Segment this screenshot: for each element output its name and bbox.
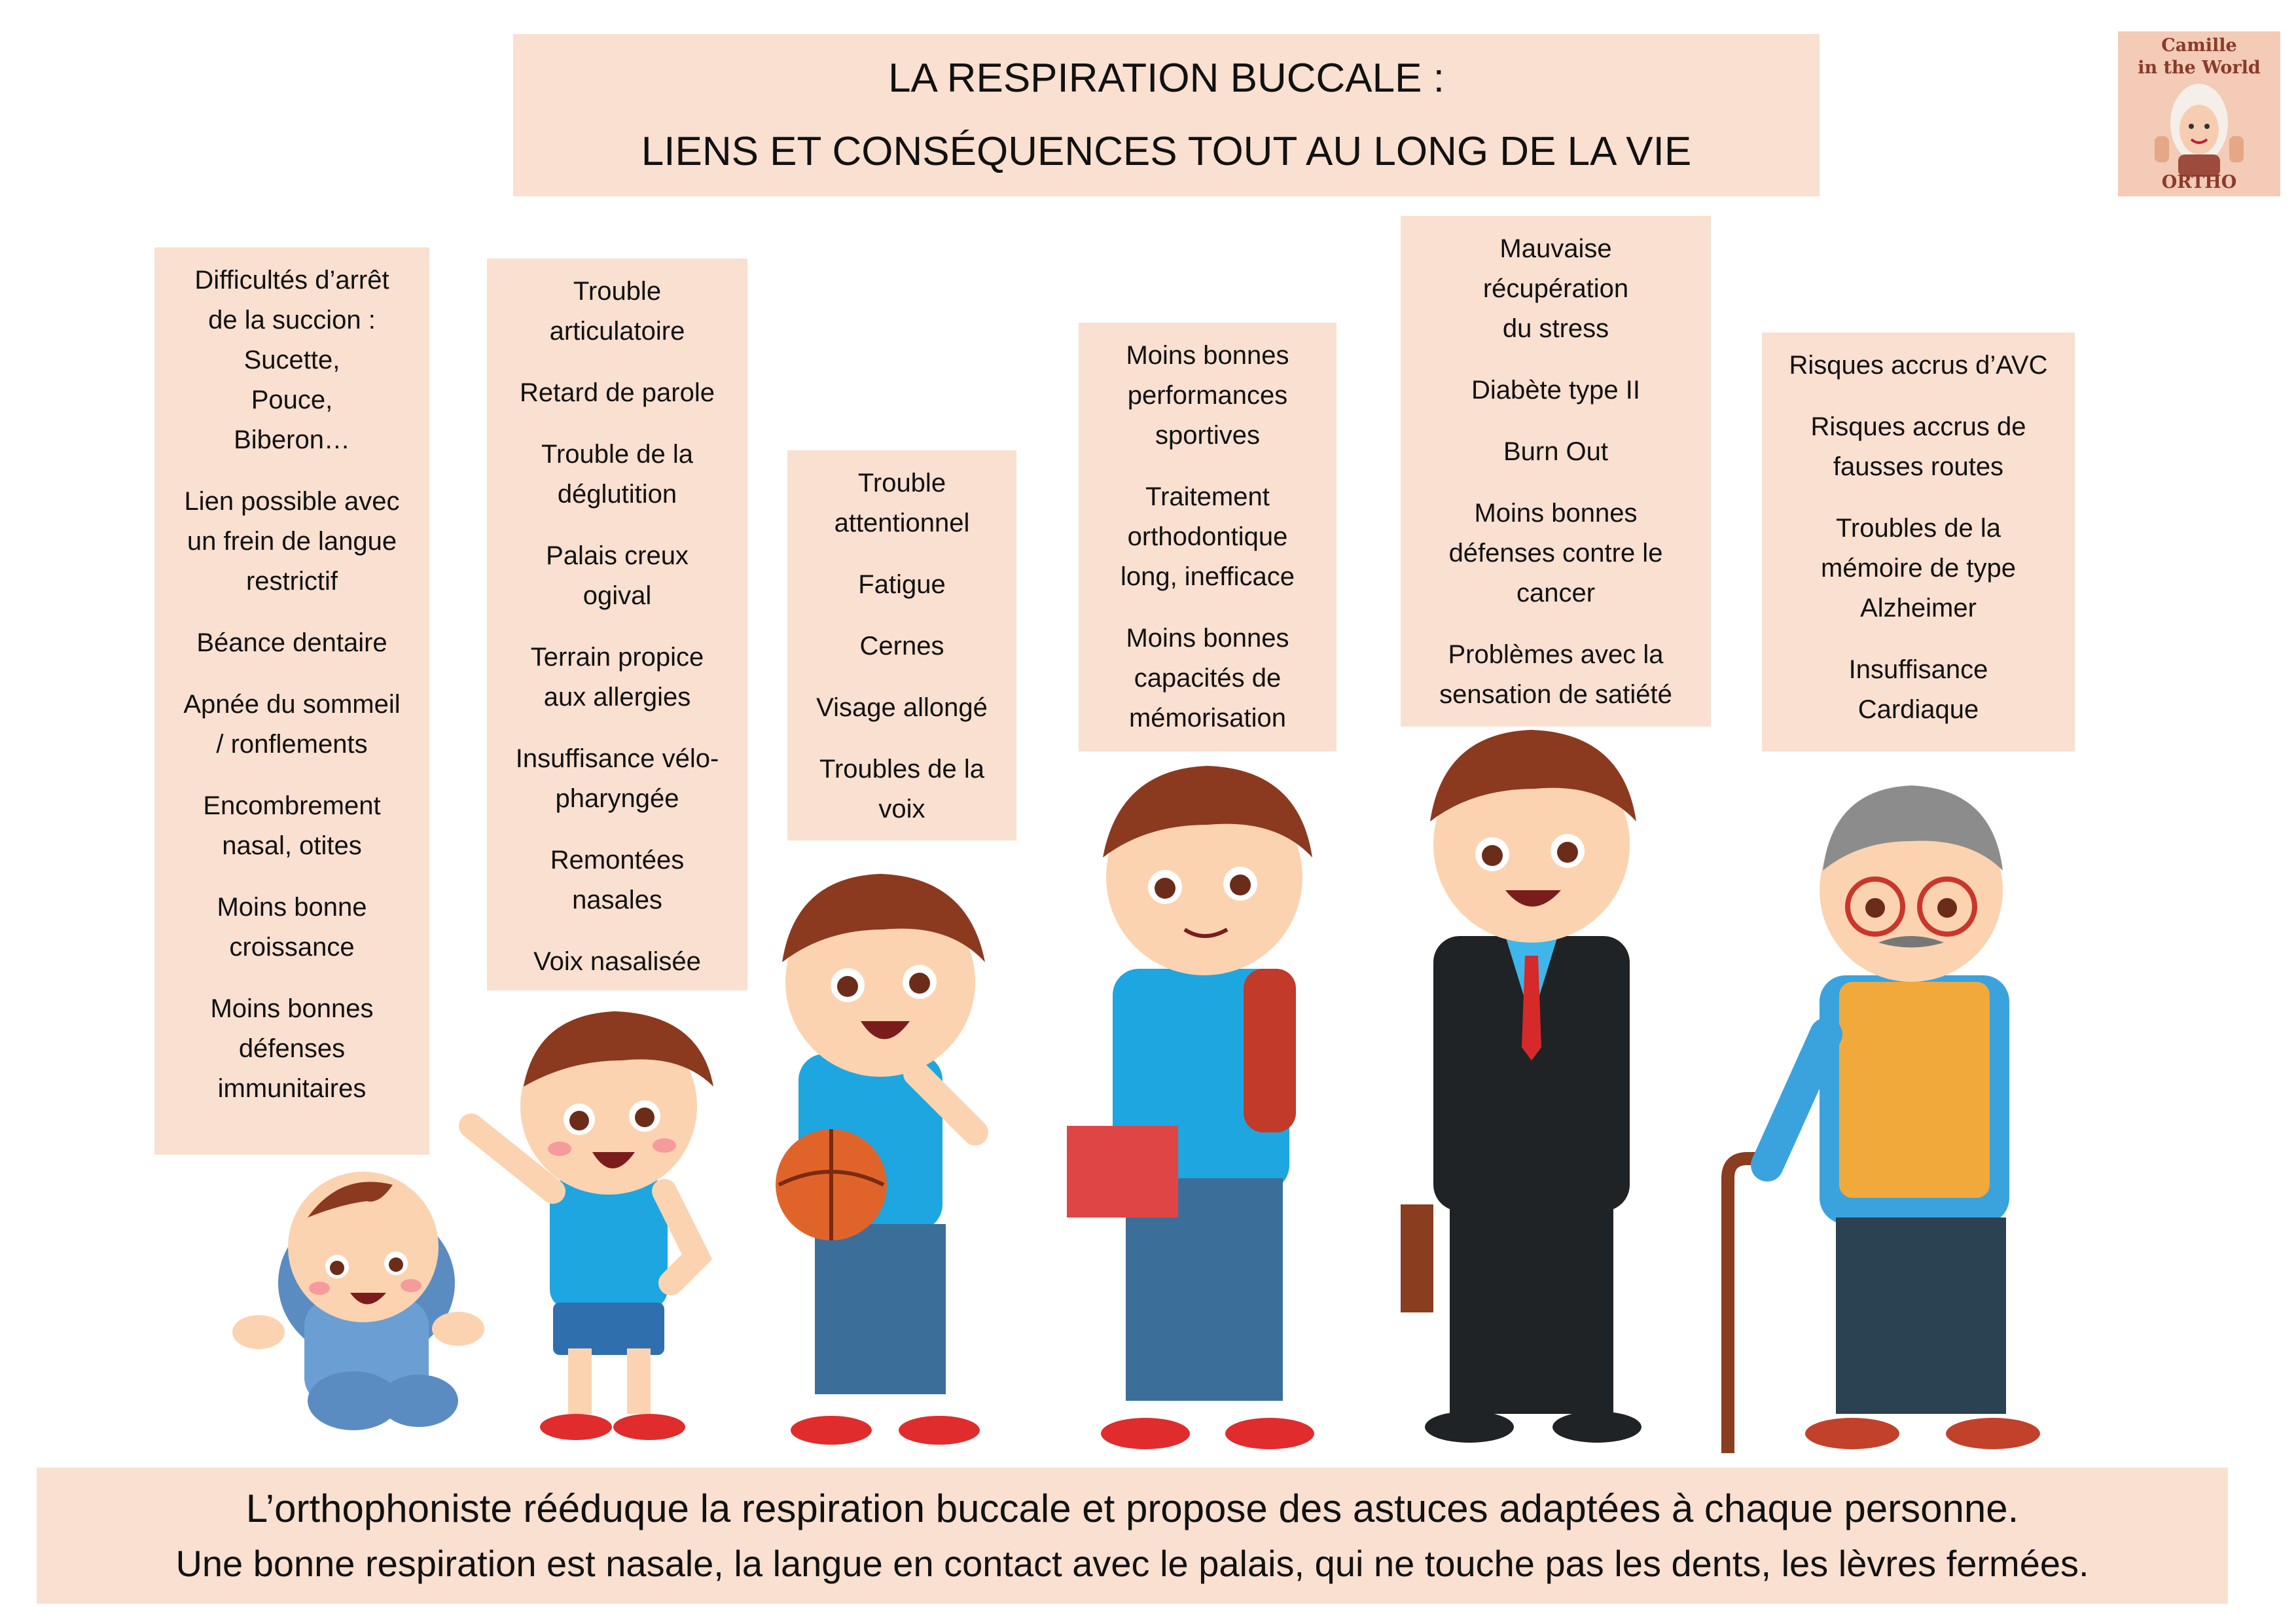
teen-figure — [1067, 766, 1314, 1449]
stage-baby-box — [154, 247, 429, 1155]
stage-child-item: Fatigue — [858, 570, 946, 599]
stage-adult-item: Diabète type II — [1471, 376, 1640, 405]
footer-line-1: L’orthophoniste rééduque la respiration buccale et propose des astuces adaptées à chaque personne. — [245, 1487, 2019, 1530]
footer-line-2: Une bonne respiration est nasale, la langue en contact avec le palais, qui ne touche pas les dents, les lèvres fermées. — [175, 1543, 2089, 1584]
stage-senior-box — [1762, 333, 2075, 751]
stage-baby-item: Encombrement nasal, otites — [203, 791, 381, 860]
baby-figure — [232, 1172, 484, 1430]
stage-baby-item: Difficultés d’arrêt de la succion : Sucette, Pouce, Biberon… — [194, 266, 389, 454]
stage-senior-item: Troubles de la mémoire de type Alzheimer — [1821, 514, 2016, 623]
stage-toddler-item: Voix nasalisée — [533, 947, 701, 976]
stage-baby-item: Lien possible avec un frein de langue restrictif — [184, 487, 400, 596]
stage-teen-item: Traitement orthodontique long, inefficace — [1120, 482, 1295, 591]
stage-senior-item: Insuffisance Cardiaque — [1848, 655, 1988, 724]
stage-senior-item: Risques accrus d’AVC — [1789, 351, 2048, 380]
stage-toddler-item: Remontées nasales — [550, 846, 685, 914]
stage-adult-item: Problèmes avec la sensation de satiété — [1439, 640, 1672, 709]
stage-child-item: Cernes — [859, 632, 944, 660]
stage-toddler-item: Trouble de la déglutition — [541, 440, 693, 509]
stage-child-item: Visage allongé — [816, 693, 988, 722]
stage-child-box — [787, 450, 1016, 840]
stage-baby-item: Béance dentaire — [196, 628, 387, 657]
stage-baby-item: Moins bonne croissance — [217, 893, 367, 962]
toddler-figure — [471, 1011, 713, 1440]
stage-toddler-item: Palais creux ogival — [546, 541, 689, 610]
stage-toddler-item: Terrain propice aux allergies — [530, 643, 704, 712]
senior-figure — [1728, 785, 2040, 1453]
stage-teen-item: Moins bonnes performances sportives — [1126, 341, 1289, 450]
stage-adult-item: Moins bonnes défenses contre le cancer — [1448, 499, 1663, 607]
stage-teen-item: Moins bonnes capacités de mémorisation — [1126, 624, 1289, 732]
title-line-2: LIENS ET CONSÉQUENCES TOUT AU LONG DE LA VIE — [641, 129, 1692, 174]
logo-text-2: in the World — [2138, 58, 2261, 78]
stage-toddler-item: Insuffisance vélo- pharyngée — [515, 744, 719, 813]
stage-adult-item: Mauvaise récupération du stress — [1482, 234, 1629, 343]
stage-child-item: Trouble attentionnel — [834, 469, 970, 537]
child-figure — [776, 874, 985, 1445]
title-line-1: LA RESPIRATION BUCCALE : — [888, 56, 1444, 101]
stage-adult-item: Burn Out — [1503, 437, 1609, 466]
stage-senior-item: Risques accrus de fausses routes — [1810, 412, 2026, 481]
stage-baby-item: Apnée du sommeil / ronflements — [183, 690, 401, 759]
stage-teen-box — [1079, 323, 1336, 751]
footer-box — [37, 1468, 2228, 1604]
stage-toddler-box — [487, 259, 747, 990]
logo-text-1: Camille — [2161, 35, 2237, 56]
stage-baby-item: Moins bonnes défenses immunitaires — [210, 994, 374, 1103]
stage-toddler-item: Retard de parole — [520, 378, 715, 407]
adult-figure — [1401, 730, 1641, 1443]
stage-toddler-item: Trouble articulatoire — [549, 277, 685, 346]
logo-text-3: ORTHO — [2161, 172, 2237, 192]
stage-adult-box — [1401, 216, 1711, 727]
stage-child-item: Troubles de la voix — [819, 755, 984, 823]
